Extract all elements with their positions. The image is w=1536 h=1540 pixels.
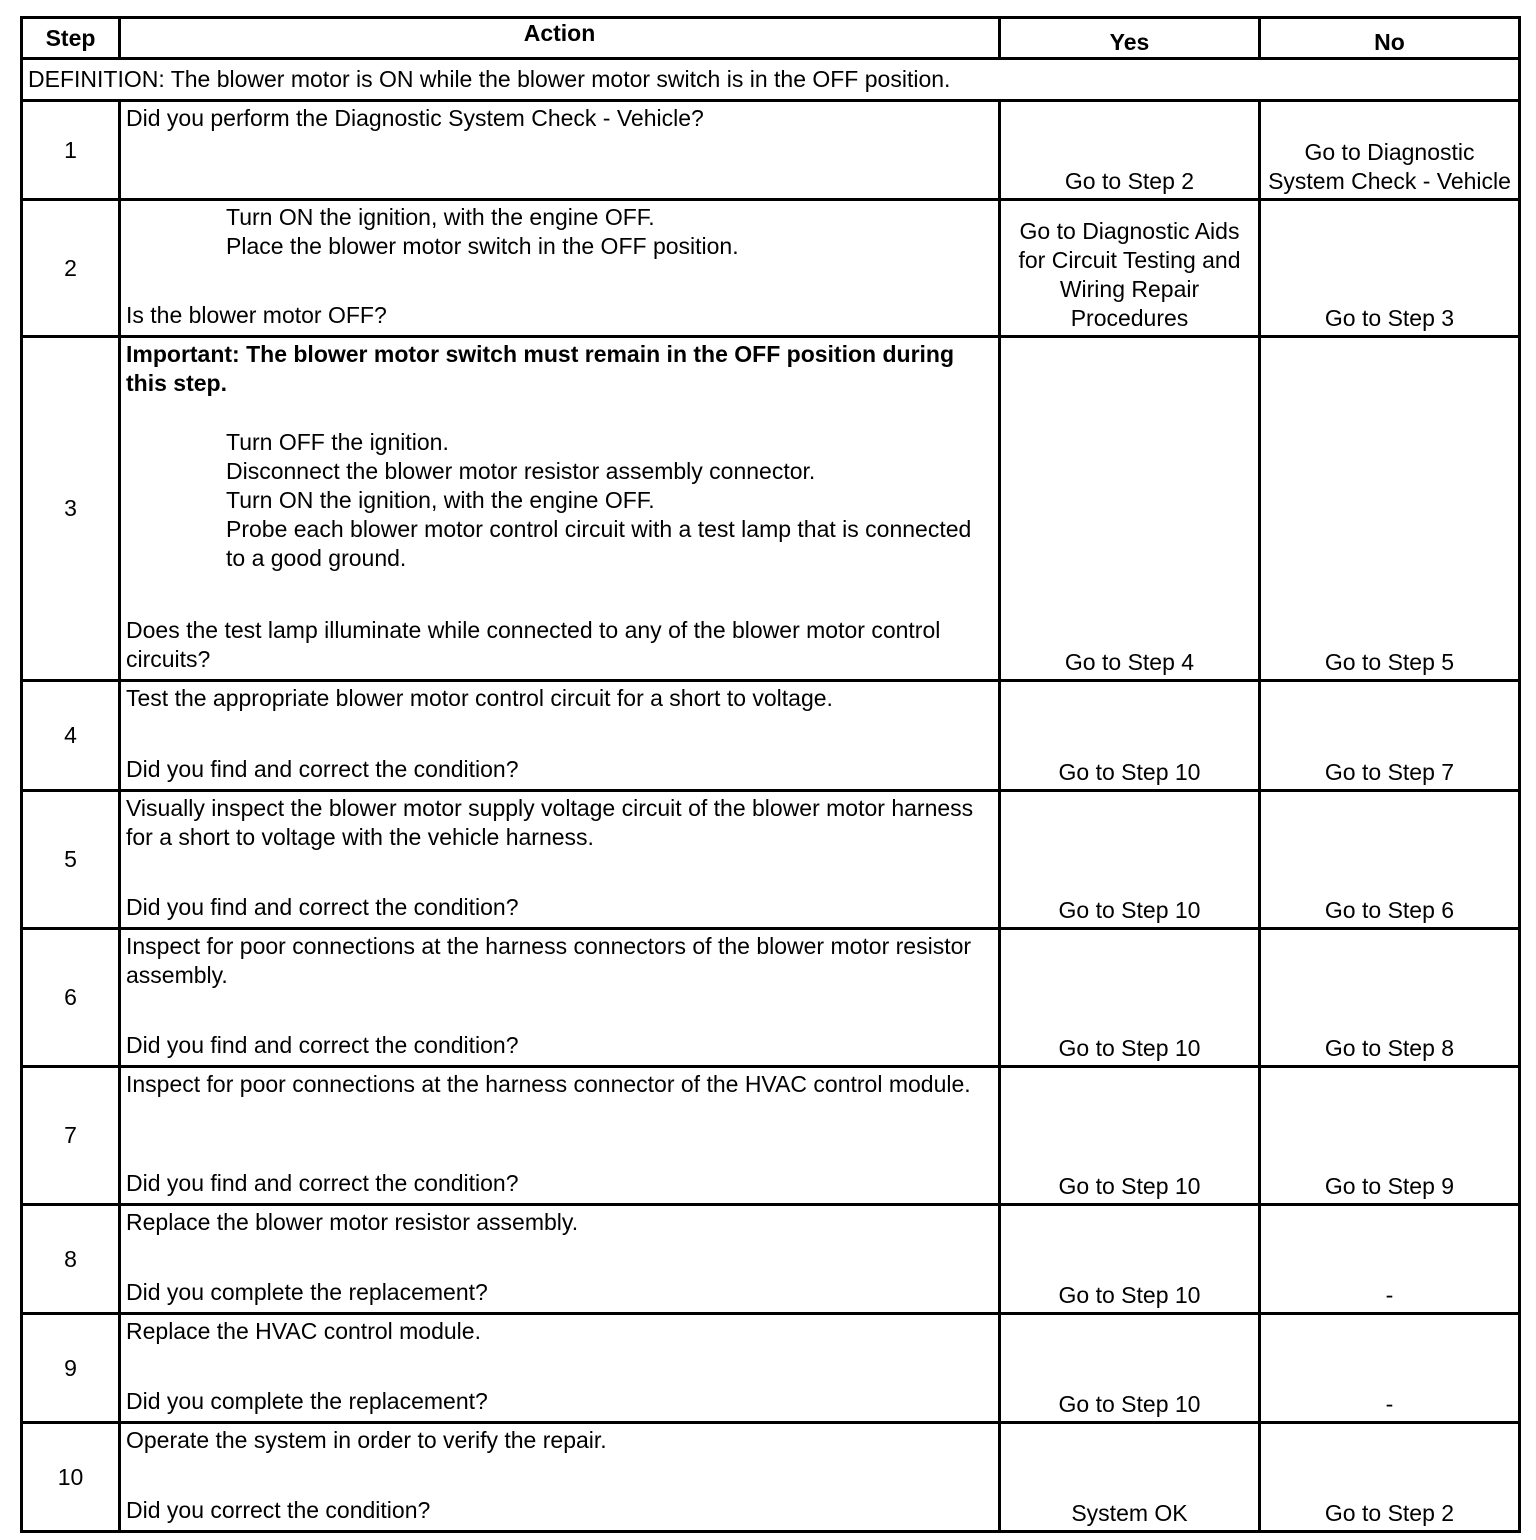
diagnostic-table <box>20 16 1521 1533</box>
definition-row <box>22 59 1520 101</box>
yes-cell: Go to Step 10 <box>1000 791 1260 929</box>
no-cell: - <box>1260 1314 1520 1423</box>
yes-cell: Go to Step 10 <box>1000 681 1260 791</box>
definition-text: DEFINITION: The blower motor is ON while the blower motor switch is in the OFF position. <box>22 59 1520 101</box>
action-text: Replace the HVAC control module. <box>126 1318 481 1344</box>
no-cell: Go to Step 8 <box>1260 929 1520 1067</box>
table-row <box>22 1067 1520 1205</box>
action-instruction: Probe each blower motor control circuit with a test lamp that is connected to a good ground. <box>226 516 972 571</box>
action-question: Does the test lamp illuminate while connected to any of the blower motor control circuits? <box>126 617 941 672</box>
action-cell <box>120 791 1000 929</box>
yes-cell: Go to Step 10 <box>1000 1205 1260 1314</box>
action-question: Did you perform the Diagnostic System Check - Vehicle? <box>126 105 704 131</box>
step-number: 3 <box>22 337 120 681</box>
yes-cell: Go to Step 4 <box>1000 337 1260 681</box>
action-text: Visually inspect the blower motor supply voltage circuit of the blower motor harness for a short to voltage with the vehicle harness. <box>126 795 974 850</box>
action-question: Did you find and correct the condition? <box>126 1170 519 1196</box>
action-instruction: Turn ON the ignition, with the engine OFF. <box>226 204 655 230</box>
action-text: Inspect for poor connections at the harness connector of the HVAC control module. <box>126 1071 971 1097</box>
step-number: 7 <box>22 1067 120 1205</box>
important-note: Important: The blower motor switch must remain in the OFF position during this step. <box>126 341 955 396</box>
action-question: Did you correct the condition? <box>126 1497 431 1523</box>
action-text: Operate the system in order to verify the repair. <box>126 1427 607 1453</box>
action-cell <box>120 929 1000 1067</box>
no-cell: Go to Diagnostic System Check - Vehicle <box>1260 101 1520 200</box>
action-text: Inspect for poor connections at the harness connectors of the blower motor resistor assembly. <box>126 933 972 988</box>
action-question: Did you complete the replacement? <box>126 1279 488 1305</box>
step-number: 1 <box>22 101 120 200</box>
action-question: Did you find and correct the condition? <box>126 756 519 782</box>
table-row <box>22 791 1520 929</box>
header-yes: Yes <box>1000 18 1260 59</box>
action-cell <box>120 1314 1000 1423</box>
table-row <box>22 200 1520 337</box>
action-cell <box>120 337 1000 681</box>
step-number: 10 <box>22 1423 120 1532</box>
action-cell <box>120 1423 1000 1532</box>
table-row <box>22 101 1520 200</box>
action-question: Did you find and correct the condition? <box>126 894 519 920</box>
step-number: 2 <box>22 200 120 337</box>
action-instruction: Disconnect the blower motor resistor assembly connector. <box>226 458 816 484</box>
table-row <box>22 1314 1520 1423</box>
step-number: 5 <box>22 791 120 929</box>
action-text: Test the appropriate blower motor control circuit for a short to voltage. <box>126 685 833 711</box>
no-cell: - <box>1260 1205 1520 1314</box>
yes-cell: Go to Diagnostic Aids for Circuit Testing and Wiring Repair Procedures <box>1000 200 1260 337</box>
action-question: Is the blower motor OFF? <box>126 302 387 328</box>
yes-cell: Go to Step 10 <box>1000 1067 1260 1205</box>
action-cell <box>120 1205 1000 1314</box>
no-cell: Go to Step 6 <box>1260 791 1520 929</box>
action-question: Did you find and correct the condition? <box>126 1032 519 1058</box>
yes-cell: Go to Step 10 <box>1000 1314 1260 1423</box>
no-cell: Go to Step 2 <box>1260 1423 1520 1532</box>
table-row <box>22 1423 1520 1532</box>
action-text: Replace the blower motor resistor assembly. <box>126 1209 579 1235</box>
header-no: No <box>1260 18 1520 59</box>
yes-cell: Go to Step 10 <box>1000 929 1260 1067</box>
action-instruction: Place the blower motor switch in the OFF position. <box>226 233 739 259</box>
header-row <box>22 18 1520 59</box>
step-number: 6 <box>22 929 120 1067</box>
step-number: 9 <box>22 1314 120 1423</box>
table-row <box>22 1205 1520 1314</box>
table-row <box>22 681 1520 791</box>
step-number: 4 <box>22 681 120 791</box>
action-question: Did you complete the replacement? <box>126 1388 488 1414</box>
step-number: 8 <box>22 1205 120 1314</box>
no-cell: Go to Step 9 <box>1260 1067 1520 1205</box>
no-cell: Go to Step 3 <box>1260 200 1520 337</box>
action-cell <box>120 681 1000 791</box>
action-instruction: Turn ON the ignition, with the engine OFF. <box>226 487 655 513</box>
header-action: Action <box>120 18 1000 59</box>
table-row <box>22 929 1520 1067</box>
no-cell: Go to Step 5 <box>1260 337 1520 681</box>
action-cell <box>120 101 1000 200</box>
header-step: Step <box>22 18 120 59</box>
table-row <box>22 337 1520 681</box>
action-cell <box>120 1067 1000 1205</box>
action-cell <box>120 200 1000 337</box>
yes-cell: System OK <box>1000 1423 1260 1532</box>
action-instruction: Turn OFF the ignition. <box>226 429 449 455</box>
no-cell: Go to Step 7 <box>1260 681 1520 791</box>
yes-cell: Go to Step 2 <box>1000 101 1260 200</box>
